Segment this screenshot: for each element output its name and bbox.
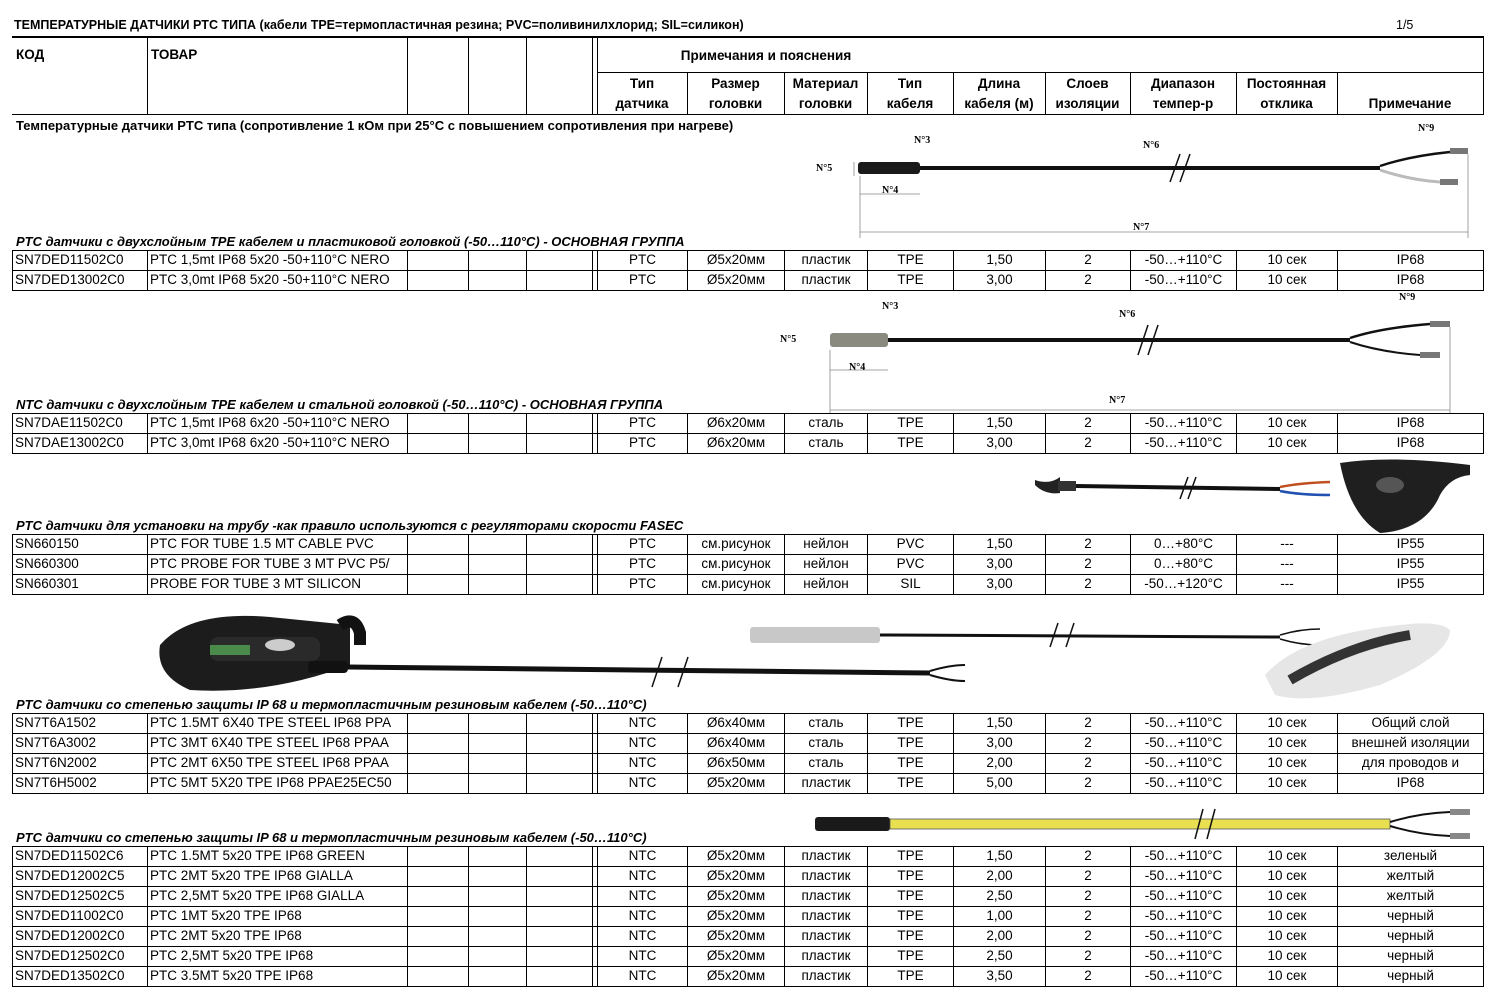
table-cell: SN7T6H5002 [15, 775, 97, 790]
table-cell: -50…+110°C [1144, 435, 1223, 450]
table-cell: TPE [897, 252, 924, 267]
table-cell: 2,50 [986, 948, 1013, 963]
table-cell: SN7DED11002C0 [15, 908, 124, 923]
table-cell: -50…+120°C [1144, 576, 1223, 591]
header-col-1-line-0: Размер [711, 76, 760, 91]
table-cell: 3,00 [986, 735, 1013, 750]
label-n9: N°9 [1418, 123, 1435, 134]
yellow-probe-image [810, 805, 1480, 845]
ip68-probe-images [150, 605, 1460, 710]
table-cell: NTC [628, 968, 657, 983]
header-col-2-line-1: головки [798, 96, 853, 111]
table-cell: --- [1280, 536, 1294, 551]
table-cell: пластик [801, 848, 851, 863]
table-cell: TPE [897, 272, 924, 287]
table-cell: 0…+80°C [1153, 536, 1214, 551]
table-cell: 10 сек [1267, 415, 1307, 430]
table-cell: -50…+110°C [1144, 272, 1223, 287]
table-cell: 1,50 [986, 848, 1013, 863]
table-cell: SN660300 [15, 556, 79, 571]
table-cell: желтый [1386, 888, 1435, 903]
table-cell: 2 [1084, 888, 1092, 903]
table-cell: PTC 1.5MT 6X40 TPE STEEL IP68 PPA [150, 715, 392, 730]
table-cell: нейлон [803, 576, 849, 591]
table-cell: PTC 1MT 5x20 TPE IP68 [150, 908, 302, 923]
label-n6-b: N°6 [1119, 309, 1136, 320]
table-cell: 5,00 [986, 775, 1013, 790]
table-cell: 1,50 [986, 536, 1013, 551]
intro-text: Температурные датчики PTC типа (сопротивление 1 кОм при 25°С с повышением сопротивления при нагреве) [16, 118, 734, 133]
table-cell: 3,00 [986, 272, 1013, 287]
table-cell: 10 сек [1267, 948, 1307, 963]
header-col-2-line-0: Материал [792, 76, 859, 91]
table-cell: PTC 3.5MT 5x20 TPE IP68 [150, 968, 314, 983]
table-cell: 10 сек [1267, 888, 1307, 903]
table-cell: 2 [1084, 928, 1092, 943]
table-cell: Ø5x20мм [706, 948, 766, 963]
table-cell: черный [1387, 928, 1434, 943]
table-cell: PROBE FOR TUBE 3 MT SILICON [150, 576, 362, 591]
header-col-4-line-1: кабеля (м) [964, 96, 1034, 111]
table-cell: NTC [628, 775, 657, 790]
header-col-4-line-0: Длина [977, 76, 1021, 91]
page-title: ТЕМПЕРАТУРНЫЕ ДАТЧИКИ PTC ТИПА (кабели TPE=термопластичная резина; PVC=поливинилхлорид; SIL=силикон) [14, 18, 744, 32]
table-cell: 2 [1084, 536, 1092, 551]
label-n5: N°5 [816, 163, 833, 174]
table-cell: SN7DED12002C0 [15, 928, 125, 943]
table-cell: NTC [628, 755, 657, 770]
table-cell: -50…+110°C [1144, 252, 1223, 267]
table-cell: 2 [1084, 556, 1092, 571]
table-cell: Ø6x20мм [706, 415, 766, 430]
table-cell: желтый [1386, 868, 1435, 883]
table-cell: пластик [801, 928, 851, 943]
header-col-7-line-1: отклика [1260, 96, 1313, 111]
table-cell: пластик [801, 888, 851, 903]
table-cell: 10 сек [1267, 272, 1307, 287]
table-cell: сталь [808, 435, 844, 450]
header-col-5-line-1: изоляции [1055, 96, 1120, 111]
cable-print: PTC IP 68 6x20 -50+110°C [1240, 162, 1301, 168]
table-cell: PTC 5MT 5X20 TPE IP68 PPAE25EC50 [150, 775, 392, 790]
table-cell: SN7DAE13002C0 [15, 435, 124, 450]
table-cell: -50…+110°C [1144, 775, 1223, 790]
table-cell: 1,50 [986, 252, 1013, 267]
table-cell: TPE [897, 755, 924, 770]
table-cell: -50…+110°C [1144, 848, 1223, 863]
table-cell: 3,00 [986, 435, 1013, 450]
table-cell: SN7DAE11502C0 [15, 415, 123, 430]
table-cell: 2 [1084, 868, 1092, 883]
table-cell: 2,00 [986, 755, 1013, 770]
table-cell: 2 [1084, 576, 1092, 591]
label-n7: N°7 [1133, 222, 1150, 233]
table-cell: PVC [896, 536, 925, 551]
table-cell: NTC [628, 908, 657, 923]
table-cell: SN660301 [15, 576, 79, 591]
table-cell: PTC 2,5MT 5x20 TPE IP68 GIALLA [150, 888, 365, 903]
label-n4-b: N°4 [849, 362, 866, 373]
table-cell: 10 сек [1267, 968, 1307, 983]
header-col-1-line-1: головки [708, 96, 763, 111]
table-cell: Ø5x20мм [706, 968, 766, 983]
table-cell: 3,00 [986, 556, 1013, 571]
header-kod: КОД [16, 47, 45, 62]
table-cell: 10 сек [1267, 735, 1307, 750]
table-cell: SN7DED11502C6 [15, 848, 124, 863]
table-cell: нейлон [803, 556, 849, 571]
label-n9-b: N°9 [1399, 292, 1416, 303]
table-cell: PTC [629, 415, 656, 430]
table-cell: PTC 2MT 6X50 TPE STEEL IP68 PPAA [150, 755, 389, 770]
table-cell: пластик [801, 948, 851, 963]
table-cell: IP68 [1396, 252, 1425, 267]
section-title: PTC датчики со степенью защиты IP 68 и термопластичным резиновым кабелем (-50…110°С) [16, 830, 647, 845]
table-cell: SN7T6A3002 [15, 735, 97, 750]
table-cell: см.рисунок [701, 576, 771, 591]
table-cell: PTC 1,5mt IP68 5x20 -50+110°C NERO [150, 252, 390, 267]
table-cell: TPE [897, 435, 924, 450]
table-cell: SN660150 [15, 536, 79, 551]
table-cell: см.рисунок [701, 556, 771, 571]
header-col-3-line-0: Тип [897, 76, 923, 91]
table-cell: SN7DED12502C0 [15, 948, 125, 963]
table-cell: Ø6x50мм [706, 755, 766, 770]
table-cell: NTC [628, 735, 657, 750]
table-cell: 10 сек [1267, 928, 1307, 943]
table-cell: 10 сек [1267, 868, 1307, 883]
table-cell: PTC [629, 536, 656, 551]
table-cell: Ø5x20мм [706, 868, 766, 883]
table-cell: 2 [1084, 908, 1092, 923]
table-cell: NTC [628, 868, 657, 883]
table-cell: PVC [896, 556, 925, 571]
probe-head [858, 162, 920, 174]
table-cell: TPE [897, 968, 924, 983]
table-cell: Ø5x20мм [706, 775, 766, 790]
table-cell: SN7DED11502C0 [15, 252, 124, 267]
header-col-7-line-0: Постоянная [1246, 76, 1327, 91]
label-n3: N°3 [914, 135, 931, 146]
table-cell: TPE [897, 715, 924, 730]
table-cell: 2 [1084, 968, 1092, 983]
table-cell: внешней изоляции [1351, 735, 1470, 750]
table-cell: SN7DED13002C0 [15, 272, 125, 287]
table-cell: PTC [629, 252, 656, 267]
table-cell: -50…+110°C [1144, 715, 1223, 730]
section-title: PTC датчики для установки на трубу -как правило используются с регуляторами скорости FASEC [16, 518, 684, 533]
table-cell: Ø5x20мм [706, 928, 766, 943]
table-cell: 2 [1084, 948, 1092, 963]
table-cell: TPE [897, 848, 924, 863]
table-cell: NTC [628, 948, 657, 963]
header-col-5-line-0: Слоев [1066, 76, 1109, 91]
table-cell: 10 сек [1267, 435, 1307, 450]
table-cell: нейлон [803, 536, 849, 551]
table-cell: TPE [897, 868, 924, 883]
table-cell: PTC 1,5mt IP68 6x20 -50+110°C NERO [150, 415, 390, 430]
table-cell: пластик [801, 908, 851, 923]
table-cell: 10 сек [1267, 848, 1307, 863]
table-cell: IP68 [1396, 272, 1425, 287]
table-cell: 1,50 [986, 415, 1013, 430]
table-cell: PTC 1.5MT 5x20 TPE IP68 GREEN [150, 848, 365, 863]
page-number: 1/5 [1396, 18, 1414, 32]
label-n3-b: N°3 [882, 301, 899, 312]
table-cell: 10 сек [1267, 775, 1307, 790]
table-cell: черный [1387, 948, 1434, 963]
table-cell: PTC [629, 556, 656, 571]
table-cell: Ø6x40мм [706, 715, 766, 730]
table-cell: -50…+110°C [1144, 415, 1223, 430]
table-cell: -50…+110°C [1144, 888, 1223, 903]
header-col-8-line-1: Примечание [1368, 96, 1452, 111]
table-cell: -50…+110°C [1144, 868, 1223, 883]
table-cell: TPE [897, 735, 924, 750]
table-cell: Ø5x20мм [706, 252, 766, 267]
table-cell: PTC 2,5MT 5x20 TPE IP68 [150, 948, 314, 963]
table-cell: SN7DED13502C0 [15, 968, 125, 983]
table-cell: PTC PROBE FOR TUBE 3 MT PVC P5/ [150, 556, 390, 571]
table-cell: IP55 [1396, 576, 1425, 591]
section-title: NTC датчики с двухслойным TPE кабелем и стальной головкой (-50…110°С) - ОСНОВНАЯ ГРУППА [16, 397, 664, 412]
table-cell: 10 сек [1267, 908, 1307, 923]
table-cell: зеленый [1383, 848, 1438, 863]
table-cell: PTC 2MT 5x20 TPE IP68 [150, 928, 302, 943]
table-cell: PTC FOR TUBE 1.5 MT CABLE PVC [150, 536, 374, 551]
table-cell: пластик [801, 968, 851, 983]
header-col-6-line-1: темпер-р [1152, 96, 1214, 111]
table-cell: 2 [1084, 435, 1092, 450]
table-cell: SN7T6N2002 [15, 755, 97, 770]
table-cell: -50…+110°C [1144, 928, 1223, 943]
table-cell: PTC 3,0mt IP68 5x20 -50+110°C NERO [150, 272, 390, 287]
label-n7-b: N°7 [1109, 395, 1126, 406]
table-cell: IP68 [1396, 435, 1425, 450]
table-cell: IP55 [1396, 536, 1425, 551]
table-cell: 2 [1084, 755, 1092, 770]
section-title: PTC датчики с двухслойным TPE кабелем и пластиковой головкой (-50…110°С) - ОСНОВНАЯ ГРУППА [16, 234, 685, 249]
label-n5-b: N°5 [780, 334, 797, 345]
table-cell: TPE [897, 888, 924, 903]
table-cell: 0…+80°C [1153, 556, 1214, 571]
table-cell: Ø6x20мм [706, 435, 766, 450]
table-cell: IP55 [1396, 556, 1425, 571]
table-cell: SN7DED12502C5 [15, 888, 125, 903]
table-cell: TPE [897, 775, 924, 790]
table-cell: 3,50 [986, 968, 1013, 983]
table-cell: --- [1280, 556, 1294, 571]
table-cell: 2 [1084, 735, 1092, 750]
table-cell: -50…+110°C [1144, 948, 1223, 963]
table-cell: 2,50 [986, 888, 1013, 903]
table-cell: IP68 [1396, 775, 1425, 790]
table-cell: TPE [897, 928, 924, 943]
header-notes: Примечания и пояснения [680, 48, 852, 63]
table-cell: SIL [900, 576, 921, 591]
table-cell: 1,50 [986, 715, 1013, 730]
table-cell: --- [1280, 576, 1294, 591]
table-cell: Ø5x20мм [706, 888, 766, 903]
table-cell: пластик [801, 252, 851, 267]
table-cell: 10 сек [1267, 755, 1307, 770]
table-cell: PTC 3MT 6X40 TPE STEEL IP68 PPAA [150, 735, 389, 750]
table-cell: NTC [628, 848, 657, 863]
table-cell: PTC 3,0mt IP68 6x20 -50+110°C NERO [150, 435, 390, 450]
table-cell: 10 сек [1267, 252, 1307, 267]
table-cell: PTC [629, 435, 656, 450]
table-cell: черный [1387, 908, 1434, 923]
table-cell: Ø5x20мм [706, 848, 766, 863]
table-cell: NTC [628, 715, 657, 730]
table-cell: 1,00 [986, 908, 1013, 923]
table-cell: Ø5x20мм [706, 908, 766, 923]
table-cell: сталь [808, 415, 844, 430]
table-cell: -50…+110°C [1144, 968, 1223, 983]
table-cell: черный [1387, 968, 1434, 983]
table-cell: 3,00 [986, 576, 1013, 591]
label-n4: N°4 [882, 185, 899, 196]
table-cell: 2 [1084, 848, 1092, 863]
table-cell: IP68 [1396, 415, 1425, 430]
table-cell: 10 сек [1267, 715, 1307, 730]
table-cell: пластик [801, 868, 851, 883]
table-cell: для проводов и [1361, 755, 1460, 770]
table-cell: PTC 2MT 5x20 TPE IP68 GIALLA [150, 868, 353, 883]
header-col-0-line-1: датчика [615, 96, 669, 111]
table-cell: -50…+110°C [1144, 908, 1223, 923]
table-cell: Ø5x20мм [706, 272, 766, 287]
table-cell: 2 [1084, 715, 1092, 730]
table-cell: Общий слой [1371, 715, 1450, 730]
table-cell: 2 [1084, 415, 1092, 430]
table-cell: пластик [801, 272, 851, 287]
table-cell: см.рисунок [701, 536, 771, 551]
table-cell: 2 [1084, 272, 1092, 287]
section-title: PTC датчики со степенью защиты IP 68 и термопластичным резиновым кабелем (-50…110°С) [16, 697, 647, 712]
probe-head [830, 333, 888, 347]
table-cell: 2,00 [986, 868, 1013, 883]
table-cell: NTC [628, 928, 657, 943]
table-cell: сталь [808, 735, 844, 750]
table-cell: Ø6x40мм [706, 735, 766, 750]
table-cell: TPE [897, 948, 924, 963]
header-col-6-line-0: Диапазон [1150, 76, 1216, 91]
table-cell: NTC [628, 888, 657, 903]
header-col-0-line-0: Тип [629, 76, 655, 91]
label-n6: N°6 [1143, 140, 1160, 151]
table-cell: пластик [801, 775, 851, 790]
table-cell: 2 [1084, 775, 1092, 790]
table-cell: сталь [808, 715, 844, 730]
table-cell: 2 [1084, 252, 1092, 267]
table-cell: -50…+110°C [1144, 735, 1223, 750]
table-cell: PTC [629, 576, 656, 591]
table-cell: 2,00 [986, 928, 1013, 943]
header-tovar: ТОВАР [151, 47, 198, 62]
table-cell: TPE [897, 415, 924, 430]
table-cell: SN7T6A1502 [15, 715, 97, 730]
table-cell: сталь [808, 755, 844, 770]
header-col-3-line-1: кабеля [886, 96, 934, 111]
table-cell: PTC [629, 272, 656, 287]
tube-probe-image [1030, 455, 1480, 535]
table-cell: -50…+110°C [1144, 755, 1223, 770]
table-cell: TPE [897, 908, 924, 923]
table-cell: SN7DED12002C5 [15, 868, 125, 883]
